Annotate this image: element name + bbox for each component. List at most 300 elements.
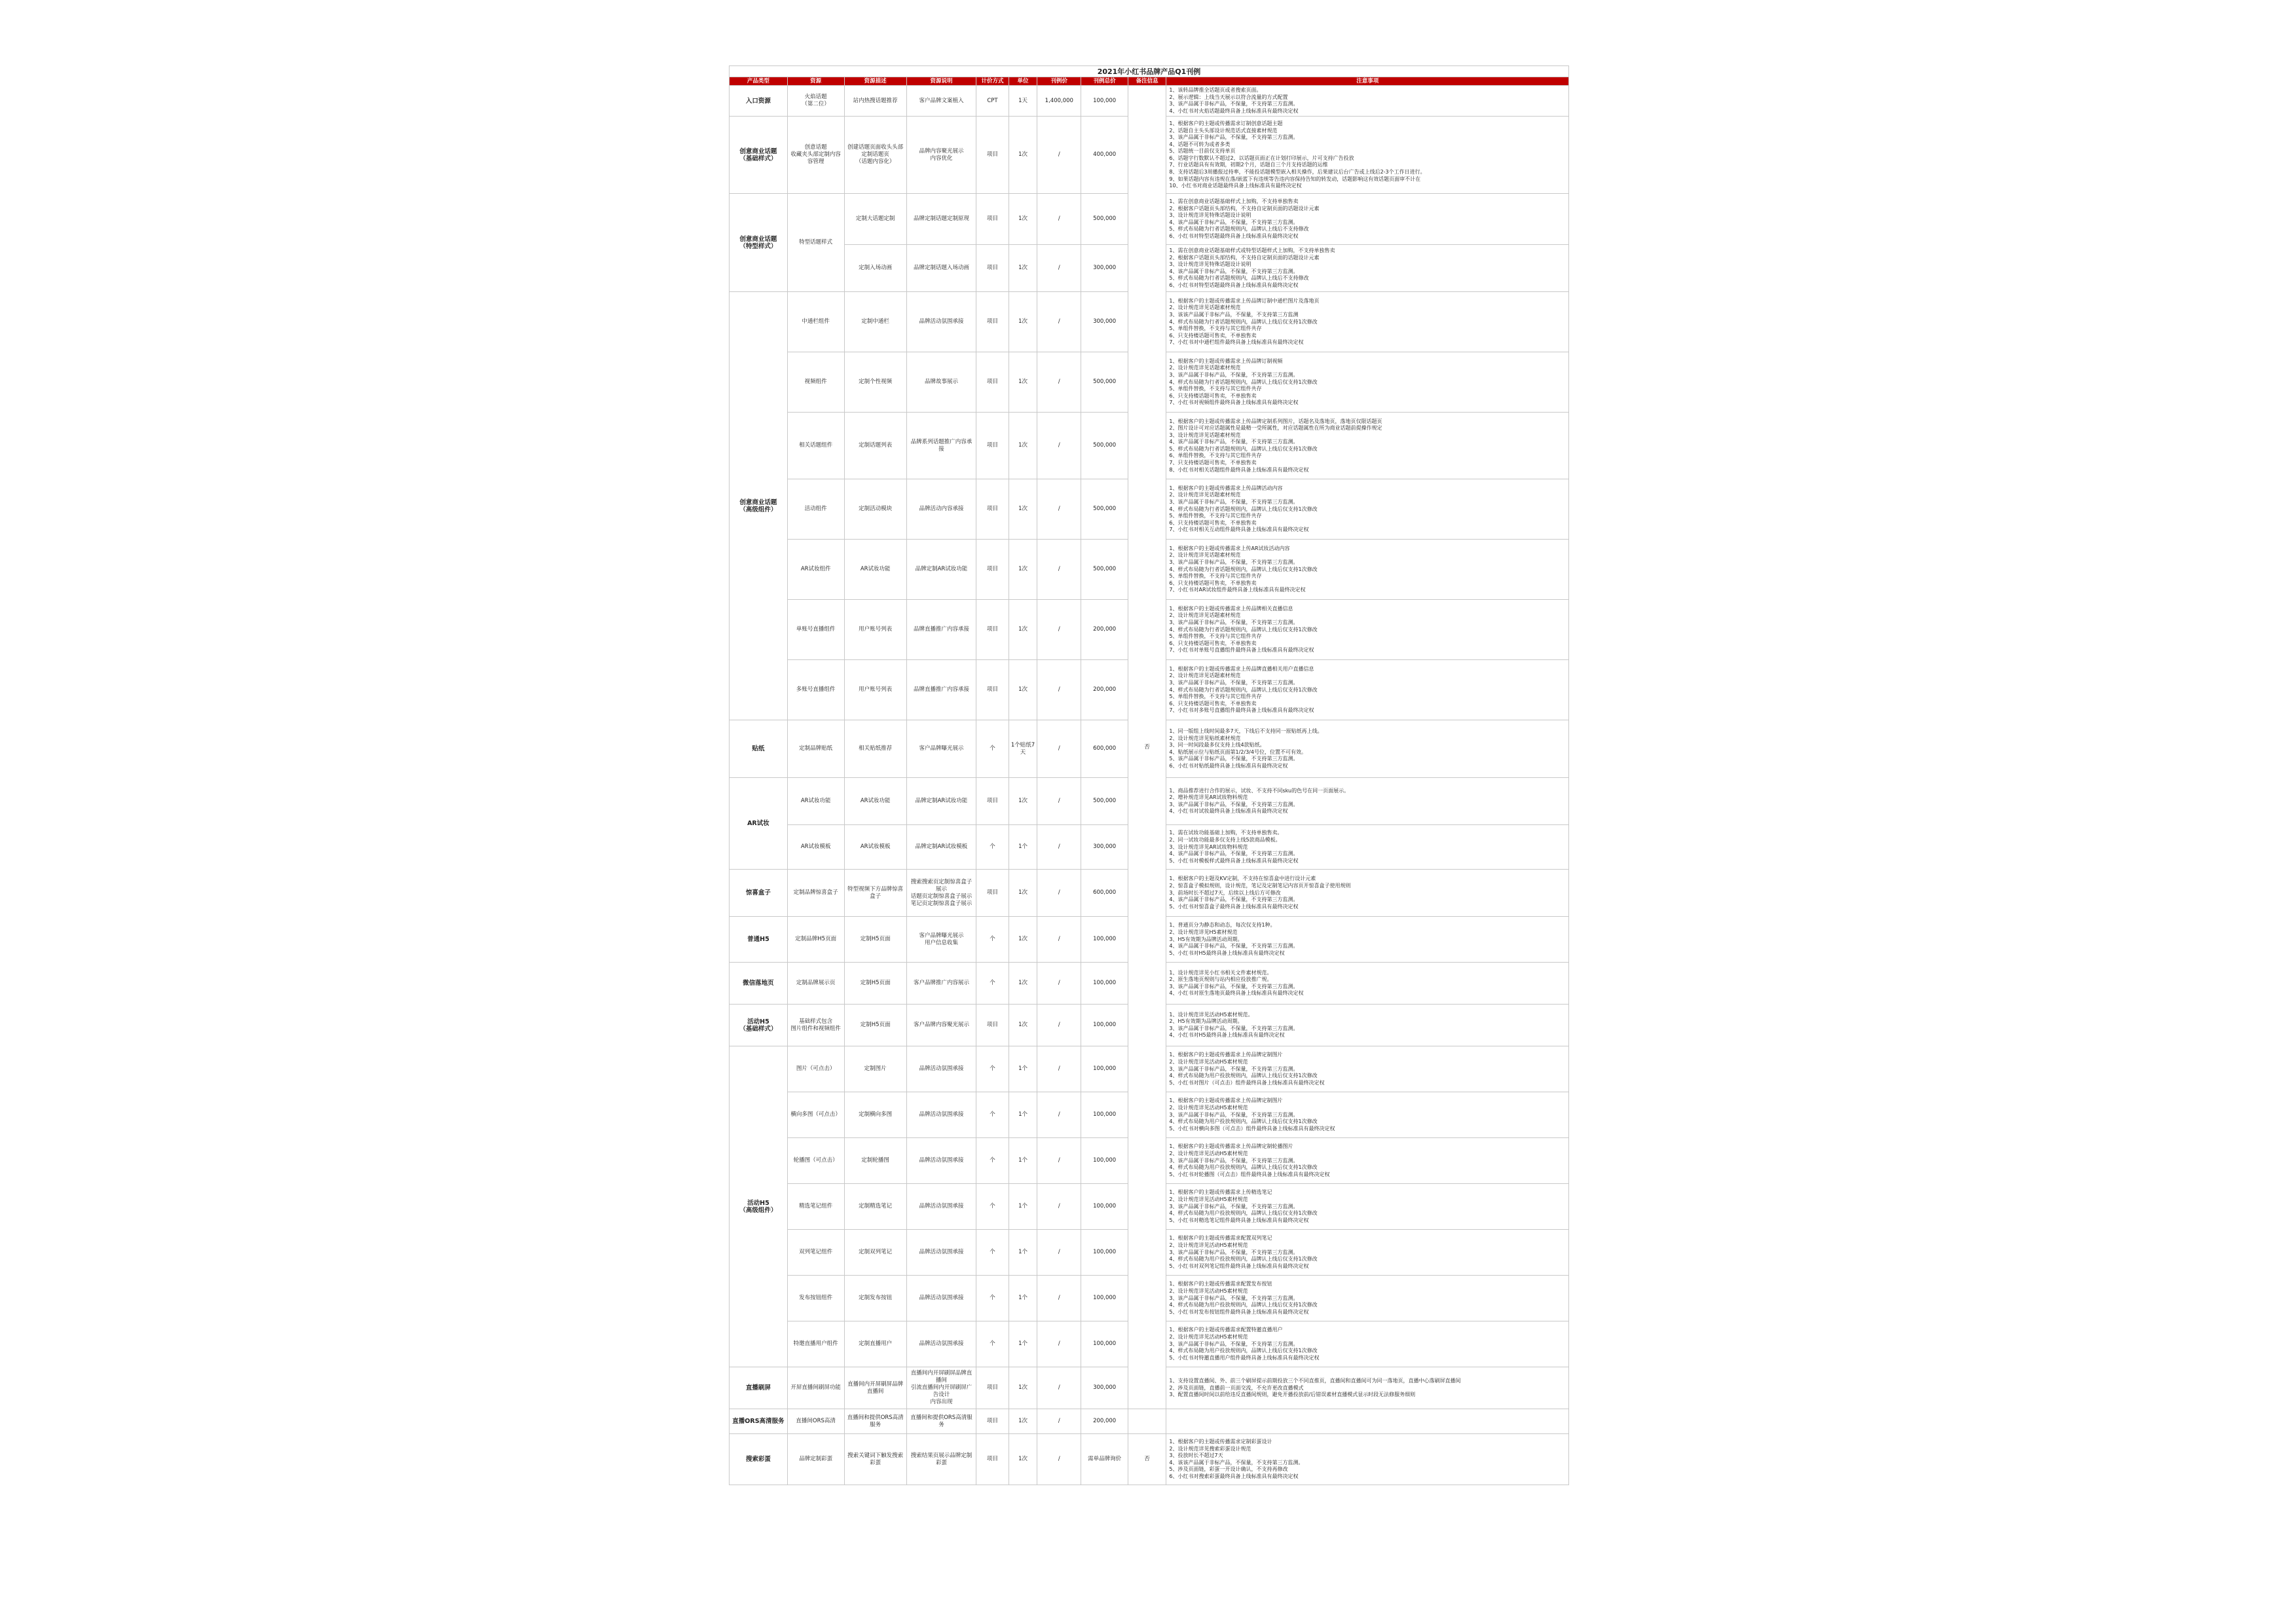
note-line: 1、根据客户的主题或传播需求上传品牌订制中通栏图片及落地页 [1169, 297, 1320, 304]
cell-unit: 1次 [1009, 917, 1037, 963]
cell-price: / [1037, 720, 1081, 778]
note-line: 1、根据客户的主题或传播需求配置特邀直播用户 [1169, 1327, 1283, 1333]
cell-resource: 品牌定制彩蛋 [787, 1434, 844, 1485]
note-line: 1、根据客户的主题或传播需求订制创意话题主题 [1169, 120, 1283, 126]
cell-resource: 创意话题 收藏夹头部定制内容 容管理 [787, 117, 844, 194]
cell-notes [1166, 117, 1569, 194]
cell-notes [1166, 660, 1569, 720]
cell-unit: 1个 [1009, 1138, 1037, 1184]
cell-resource: 相关话题组件 [787, 413, 844, 479]
cell-unit: 1次 [1009, 778, 1037, 825]
note-line: 4、样式布局随为用户投放规则内，品牌认上线后仅支持1次修改 [1169, 1164, 1318, 1171]
note-line: 3、该产品属于非标产品，不保量，不支持第三方监测。 [1169, 498, 1299, 505]
note-line: 7、小红书对视频组件最终具备上线标准具有最终决定权 [1169, 399, 1299, 406]
note-line: 4、样式布局随为行者话题规则内，品牌认上线后仅支持1次修改 [1169, 626, 1318, 633]
cell-desc: 定制入场动画 [844, 245, 906, 292]
cell-desc: 定制精选笔记 [844, 1184, 906, 1230]
cell-price: / [1037, 194, 1081, 245]
note-line: 2、设计规范详见活动H5素材规范 [1169, 1242, 1248, 1248]
cell-product-type: 普通H5 [730, 917, 788, 963]
note-line: 3、投放时长不超过7天 [1169, 1452, 1223, 1459]
cell-info: 品牌定制话题入场动画 [906, 245, 976, 292]
note-line: 5、小红书对模板样式最终具备上线标准具有最终决定权 [1169, 857, 1299, 864]
cell-notes [1166, 778, 1569, 825]
cell-resource: 轮播图（可点击） [787, 1138, 844, 1184]
cell-desc: 定制H5页面 [844, 917, 906, 963]
note-line: 6、只支持楼话题可售卖，不单独售卖 [1169, 640, 1257, 646]
cell-unit: 1次 [1009, 479, 1037, 540]
note-line: 3、设计规范详见特殊话题设计说明 [1169, 261, 1251, 268]
cell-pricing: 个 [976, 825, 1009, 870]
cell-info: 直播间和提供ORS高清服务 [906, 1409, 976, 1434]
cell-pricing: 个 [976, 1046, 1009, 1092]
cell-unit: 1个 [1009, 1046, 1037, 1092]
cell-info: 品牌直播推广内容承接 [906, 600, 976, 660]
note-line: 4、小红书对H5最终具备上线标准具有最终决定权 [1169, 1032, 1285, 1039]
note-line: 4、该该产品属于非标产品，不保量，不支持第三方监测。 [1169, 1459, 1304, 1466]
note-line: 6、只支持楼话题可售卖，不单独售卖 [1169, 392, 1257, 399]
cell-pricing: 项目 [976, 245, 1009, 292]
cell-total: 100,000 [1081, 1005, 1128, 1046]
note-line: 4、该产品属于非标产品，不保量，不支持第三方监测。 [1169, 896, 1299, 903]
header-cell: 资源描述 [844, 77, 906, 86]
table-row [730, 1434, 1569, 1485]
note-line: 1、支持设置直播间、外、前三个刷屏提示前期投放三个不同直推页，直播间和直播间可为同一落地页，直播中心落刷屏直播间 [1169, 1377, 1461, 1384]
note-line: 4、小红书对原生落地页最终具备上线标准具有最终决定权 [1169, 990, 1304, 997]
cell-notes [1166, 1230, 1569, 1276]
cell-product-type: AR试妆 [730, 778, 788, 870]
cell-pricing: CPT [976, 86, 1009, 117]
cell-resource: 视频组件 [787, 352, 844, 413]
note-line: 8、支持话题后3周播报过持率，不能投话题模型嵌入相关操作，后果建议后台广告或上线后2-3个工作日进行。 [1169, 169, 1426, 175]
note-line: 6、单组件替换，不支持与其它组件共存 [1169, 452, 1262, 459]
cell-desc: 定制直播用户 [844, 1321, 906, 1367]
cell-product-type: 直播ORS高清服务 [730, 1409, 788, 1434]
note-line: 3、该产品属于非标产品，不保量，不支持第三方监测。 [1169, 1295, 1299, 1301]
cell-desc: 定制H5页面 [844, 1005, 906, 1046]
cell-info: 品牌故事展示 [906, 352, 976, 413]
cell-notes [1166, 352, 1569, 413]
cell-pricing: 项目 [976, 479, 1009, 540]
cell-price: / [1037, 540, 1081, 600]
cell-resource: 火焰话题 （第二位） [787, 86, 844, 117]
cell-resource: 精选笔记组件 [787, 1184, 844, 1230]
note-line: 2、设计规范详见H5素材规范 [1169, 929, 1238, 935]
cell-notes [1166, 1138, 1569, 1184]
cell-unit: 1个 [1009, 1092, 1037, 1138]
cell-price: / [1037, 117, 1081, 194]
note-line: 4、该产品属于非标产品，不保量，不支持第三方监测。 [1169, 219, 1299, 225]
cell-total: 300,000 [1081, 292, 1128, 352]
cell-info: 客户品牌推广内容展示 [906, 963, 976, 1005]
cell-total: 100,000 [1081, 1276, 1128, 1321]
cell-resource: 活动组件 [787, 479, 844, 540]
cell-info: 品牌系列话题推广内容承接 [906, 413, 976, 479]
cell-price: / [1037, 600, 1081, 660]
cell-notes [1166, 1367, 1569, 1409]
note-line: 1、需在创意商业话题基础样式上加购，不支持单独售卖 [1169, 198, 1299, 205]
cell-product-type: 创意商业话题 （特型样式） [730, 194, 788, 292]
cell-product-type: 微信落地页 [730, 963, 788, 1005]
header-cell: 产品类型 [730, 77, 788, 86]
cell-desc: 定制轮播图 [844, 1138, 906, 1184]
cell-price: / [1037, 1409, 1081, 1434]
cell-unit: 1次 [1009, 600, 1037, 660]
cell-price: / [1037, 825, 1081, 870]
cell-unit: 1个 [1009, 825, 1037, 870]
cell-price: / [1037, 292, 1081, 352]
header-cell: 资源说明 [906, 77, 976, 86]
cell-info: 搜索结果页展示品牌定制彩蛋 [906, 1434, 976, 1485]
cell-pricing: 项目 [976, 1367, 1009, 1409]
cell-desc: 搜索关键词下触发搜索彩蛋 [844, 1434, 906, 1485]
cell-resource: AR试妆组件 [787, 540, 844, 600]
cell-resource: 基础样式包含 图片组件和视频组件 [787, 1005, 844, 1046]
cell-info: 客户品牌曝光展示 用户信息收集 [906, 917, 976, 963]
cell-total: 100,000 [1081, 1046, 1128, 1092]
cell-info: 品牌活动氛围承接 [906, 1138, 976, 1184]
cell-resource: 多账号直播组件 [787, 660, 844, 720]
cell-price: / [1037, 917, 1081, 963]
note-line: 1、根据客户的主题或传播需求上传品牌订制视频 [1169, 358, 1283, 364]
cell-product-type: 创意商业话题 （基础样式） [730, 117, 788, 194]
cell-notes [1166, 1434, 1569, 1485]
cell-pricing: 个 [976, 1138, 1009, 1184]
cell-total: 100,000 [1081, 1184, 1128, 1230]
note-line: 7、只支持楼话题可售卖，不单独售卖 [1169, 460, 1257, 466]
note-line: 3、该产品属于非标产品，不保量，不支持第三方监测。 [1169, 1025, 1299, 1031]
note-line: 6、小红书对特型话题最终具备上线标准具有最终决定权 [1169, 233, 1299, 240]
cell-price: / [1037, 479, 1081, 540]
cell-desc: 定制横向多图 [844, 1092, 906, 1138]
note-line: 3、设计规范详见AR试妆物料规范 [1169, 843, 1248, 850]
cell-resource: 图片（可点击） [787, 1046, 844, 1092]
note-line: 2、设计规范详见活动H5素材规范 [1169, 1287, 1248, 1294]
note-line: 7、小红书对单账号直播组件最终具备上线标准具有最终决定权 [1169, 647, 1314, 654]
note-line: 1、根据客户的主题或传播需求上传品牌定制轮播图片 [1169, 1143, 1293, 1150]
note-line: 1、根据客户的主题或传播需求定制彩蛋设计 [1169, 1439, 1272, 1445]
cell-total: 100,000 [1081, 917, 1128, 963]
note-line: 2、设计规范详见话题素材规范 [1169, 552, 1241, 559]
cell-price: / [1037, 1434, 1081, 1485]
note-line: 1、根据客户的主题及KV定制，不支持在惊喜盒中进行设计元素 [1169, 876, 1316, 882]
note-line: 1、普通页分为静态和动态，每次仅支持1种。 [1169, 922, 1276, 929]
note-line: 1、根据客户的主题或传播需求上传品牌直播相关用户直播信息 [1169, 665, 1314, 672]
cell-desc: 用户账号列表 [844, 600, 906, 660]
cell-price: / [1037, 413, 1081, 479]
cell-unit: 1次 [1009, 870, 1037, 917]
cell-pricing: 项目 [976, 1409, 1009, 1434]
cell-pricing: 个 [976, 1184, 1009, 1230]
note-line: 3、该产品属于非标产品，不保量，不支持第三方监测。 [1169, 371, 1299, 378]
cell-total: 500,000 [1081, 352, 1128, 413]
note-line: 5、小红书对图片（可点击）组件最终具备上线标准具有最终决定权 [1169, 1079, 1325, 1086]
note-line: 2、根据客户话题页头部结构，不支持自定制页面的话题设计元素 [1169, 205, 1320, 212]
note-line: 3、前场时长不超过7天，后续以上线后方可修改 [1169, 889, 1281, 896]
note-line: 3、设计规范详见话题素材规范 [1169, 432, 1241, 438]
cell-desc: 定制话题列表 [844, 413, 906, 479]
note-line: 1、根据客户的主题或传播需求上传品牌相关直播信息 [1169, 605, 1293, 612]
note-line: 3、配置直播间时间以前给违反直播间规则，避免开播投放前/后错误素材直播模式显示时段无法修服务细则 [1169, 1392, 1416, 1398]
note-line: 3、同一时间段最多仅支持上线4款贴纸。 [1169, 742, 1265, 748]
cell-total: 100,000 [1081, 963, 1128, 1005]
note-line: 5、涉及页面链，彩蛋一开设计确认，不支持再修改 [1169, 1466, 1288, 1473]
note-line: 5、样式布局随为行者话题规则内，品牌认上线后不支持修改 [1169, 226, 1309, 232]
note-line: 3、该产品属于非标产品，不保量，不支持第三方监测。 [1169, 1340, 1299, 1347]
cell-price: / [1037, 1367, 1081, 1409]
cell-unit: 1次 [1009, 1434, 1037, 1485]
note-line: 3、H5有效期为品牌活动周期。 [1169, 936, 1243, 942]
cell-pricing: 个 [976, 720, 1009, 778]
cell-notes [1166, 413, 1569, 479]
note-line: 1、根据客户的主题或传播需求上传品牌定制系列图片，话题名及落地页，落地页仅限话题页 [1169, 418, 1382, 424]
cell-unit: 1次 [1009, 352, 1037, 413]
cell-notes [1166, 1184, 1569, 1230]
cell-unit: 1次 [1009, 540, 1037, 600]
note-line: 2、设计规范详见话题素材规范 [1169, 612, 1241, 619]
note-line: 8、小红书对相关话题组件最终具备上线标准具有最终决定权 [1169, 466, 1309, 473]
cell-price: / [1037, 1092, 1081, 1138]
cell-info: 品牌活动氛围承接 [906, 1184, 976, 1230]
cell-price: / [1037, 963, 1081, 1005]
note-line: 4、样式布局随为用户投放规则内，品牌认上线后仅支持1次修改 [1169, 1073, 1318, 1079]
cell-total: 300,000 [1081, 245, 1128, 292]
cell-desc: 相关贴纸推荐 [844, 720, 906, 778]
cell-pricing: 个 [976, 1321, 1009, 1367]
cell-price: / [1037, 1005, 1081, 1046]
note-line: 1、根据客户的主题或传播需求上传品牌定制图片 [1169, 1052, 1283, 1058]
note-line: 5、小红书对特邀直播用户组件最终具备上线标准具有最终决定权 [1169, 1354, 1320, 1361]
cell-pricing: 个 [976, 963, 1009, 1005]
cell-notes [1166, 245, 1569, 292]
note-line: 5、小红书对发布按钮组件最终具备上线标准具有最终决定权 [1169, 1308, 1309, 1315]
cell-info: 品牌直播推广内容承接 [906, 660, 976, 720]
cell-price: / [1037, 1321, 1081, 1367]
note-line: 6、小红书对贴纸最终具备上线标准具有最终决定权 [1169, 763, 1288, 769]
cell-desc: 直播间内开屏刷屏品牌直播间 [844, 1367, 906, 1409]
note-line: 1、根据客户的主题或传播需求上传AR试妆活动内容 [1169, 545, 1290, 551]
note-line: 1、同一版组上线时间最多7天，下线后不支持同一原贴纸再上线。 [1169, 728, 1323, 735]
note-line: 3、该产品属于非标产品，不保量，不支持第三方监测。 [1169, 134, 1299, 141]
cell-notes [1166, 720, 1569, 778]
cell-notes [1166, 917, 1569, 963]
cell-resource: 双列笔记组件 [787, 1230, 844, 1276]
cell-resource: 特型话题样式 [787, 194, 844, 292]
cell-price: / [1037, 660, 1081, 720]
rate-card-table [729, 65, 1569, 1485]
cell-unit: 1次 [1009, 245, 1037, 292]
note-line: 5、单组件替换，不支持与其它组件共存 [1169, 513, 1262, 519]
note-line: 2、设计规范详见话题素材规范 [1169, 492, 1241, 498]
cell-desc: 定制双列笔记 [844, 1230, 906, 1276]
cell-desc: AR试妆功能 [844, 778, 906, 825]
note-line: 5、样式布局随为行者话题规则内，品牌认上线后不支持修改 [1169, 275, 1309, 282]
note-line: 5、小红书对轮播图（可点击）组件最终具备上线标准具有最终决定权 [1169, 1171, 1330, 1177]
cell-resource: 开屏直播间刷屏功能 [787, 1367, 844, 1409]
cell-info: 品牌活动氛围承接 [906, 1276, 976, 1321]
cell-product-type: 贴纸 [730, 720, 788, 778]
note-line: 1、需在试妆功能基础上加购，不支持单独售卖。 [1169, 830, 1283, 836]
note-line: 4、该产品属于非标产品，不保量，不支持第三方监测。 [1169, 439, 1299, 445]
cell-info: 品牌活动氛围承接 [906, 1092, 976, 1138]
cell-pricing: 项目 [976, 1005, 1009, 1046]
note-line: 4、小红书对试妆最终具备上线标准具有最终决定权 [1169, 808, 1288, 815]
note-line: 1、根据客户的主题或传播需求上传品牌活动内容 [1169, 485, 1283, 491]
note-line: 2、设计规范详见活动H5素材规范 [1169, 1196, 1248, 1202]
note-line: 5、小红书对横向多图（可点击）组件最终具备上线标准具有最终决定权 [1169, 1125, 1335, 1132]
cell-price: / [1037, 870, 1081, 917]
note-line: 3、该产品属于非标产品，不保量，不支持第三方监测。 [1169, 559, 1299, 565]
cell-remark: 否 [1128, 1434, 1166, 1485]
cell-unit: 1次 [1009, 963, 1037, 1005]
cell-unit: 1个 [1009, 1321, 1037, 1367]
cell-total: 需单品牌询价 [1081, 1434, 1128, 1485]
note-line: 4、样式布局随为行者话题规则内，品牌认上线后仅支持1次修改 [1169, 686, 1318, 693]
note-line: 6、只支持楼话题可售卖，不单独售卖 [1169, 700, 1257, 707]
cell-resource: 定制品牌展示页 [787, 963, 844, 1005]
cell-notes [1166, 540, 1569, 600]
note-line: 2、话题自主头头部设计规范话式直接素材规范 [1169, 127, 1278, 134]
cell-desc: 特型视频下方品牌惊喜盒子 [844, 870, 906, 917]
note-line: 2、H5有效期为品牌活动周期。 [1169, 1018, 1243, 1025]
cell-pricing: 项目 [976, 1434, 1009, 1485]
cell-desc: AR试妆模板 [844, 825, 906, 870]
cell-pricing: 项目 [976, 540, 1009, 600]
cell-price: / [1037, 352, 1081, 413]
note-line: 3、该产品属于非标产品，不保量，不支持第三方监测。 [1169, 1065, 1299, 1072]
cell-info: 品牌活动氛围承接 [906, 1046, 976, 1092]
note-line: 5、小红书对精选笔记组件最终具备上线标准具有最终决定权 [1169, 1217, 1309, 1223]
cell-unit: 1次 [1009, 1367, 1037, 1409]
note-line: 6、只支持楼话题可售卖，不单独售卖 [1169, 580, 1257, 586]
note-line: 2、图片设计可对应话题属性是最精一受所属性，对应话题属性在所为商业话题前提操作规定 [1169, 425, 1382, 432]
cell-total: 500,000 [1081, 479, 1128, 540]
note-line: 1、根据客户的主题或传播需求配置双列笔记 [1169, 1235, 1272, 1242]
cell-resource: 发布按钮组件 [787, 1276, 844, 1321]
note-line: 3、该产品属于非标产品，不保量，不支持第三方监测。 [1169, 1157, 1299, 1164]
cell-notes [1166, 870, 1569, 917]
cell-pricing: 项目 [976, 413, 1009, 479]
note-line: 4、样式布局随为用户投放规则内，品牌认上线后仅支持1次修改 [1169, 1256, 1318, 1263]
note-line: 2、设计规范详见活动H5素材规范 [1169, 1333, 1248, 1340]
cell-resource: 定制品牌贴纸 [787, 720, 844, 778]
note-line: 3、该产品属于非标产品，不保量，不支持第三方监测。 [1169, 101, 1299, 107]
cell-resource: 横向多图（可点击） [787, 1092, 844, 1138]
cell-info: 直播间内开屏刷屏品牌直播间 引流直播间内开屏刷屏广告设计 内容出现 [906, 1367, 976, 1409]
cell-info: 品牌活动氛围承接 [906, 1230, 976, 1276]
note-line: 5、该产品属于非标产品，不保量，不支持第三方监测。 [1169, 756, 1299, 762]
table-row [730, 1409, 1569, 1434]
note-line: 5、单组件替换，不支持与其它组件共存 [1169, 386, 1262, 392]
rate-card-sheet [729, 65, 1569, 1485]
header-cell: 刊例总价 [1081, 77, 1128, 86]
cell-pricing: 项目 [976, 194, 1009, 245]
note-line: 5、单组件替换，不支持与其它组件共存 [1169, 573, 1262, 580]
cell-pricing: 项目 [976, 600, 1009, 660]
cell-total: 600,000 [1081, 870, 1128, 917]
note-line: 1、根据客户的主题或传播需求上传品牌定制图片 [1169, 1098, 1283, 1104]
table-body [730, 86, 1569, 1485]
cell-resource: 中通栏组件 [787, 292, 844, 352]
note-line: 2、根据客户话题页头部结构，不支持自定制页面的话题设计元素 [1169, 254, 1320, 261]
cell-pricing: 个 [976, 1230, 1009, 1276]
note-line: 4、样式布局随为用户投放规则内，品牌认上线后仅支持1次修改 [1169, 1118, 1318, 1125]
note-line: 2、设计规范详见话题素材规范 [1169, 673, 1241, 679]
note-line: 2、设计规范详见活动H5素材规范 [1169, 1058, 1248, 1065]
cell-info: 品牌活动氛围承接 [906, 292, 976, 352]
header-cell: 刊例价 [1037, 77, 1081, 86]
cell-unit: 1次 [1009, 413, 1037, 479]
cell-pricing: 个 [976, 917, 1009, 963]
cell-total: 100,000 [1081, 1321, 1128, 1367]
note-line: 5、单组件替换，不支持与其它组件共存 [1169, 693, 1262, 700]
cell-total: 300,000 [1081, 825, 1128, 870]
note-line: 1、需在创意商业话题基础样式或特型话题样式上加购，不支持单独售卖 [1169, 248, 1335, 254]
cell-pricing: 项目 [976, 352, 1009, 413]
note-line: 1、根据客户的主题或传播需求上传精选笔记 [1169, 1189, 1272, 1196]
note-line: 4、样式布局随为行者话题规则内，品牌认上线后仅支持1次修改 [1169, 566, 1318, 572]
cell-notes [1166, 600, 1569, 660]
cell-info: 品牌活动氛围承接 [906, 1321, 976, 1367]
cell-product-type: 搜索彩蛋 [730, 1434, 788, 1485]
note-line: 2、设计规范详见活动H5素材规范 [1169, 1150, 1248, 1156]
header-cell: 备注信息 [1128, 77, 1166, 86]
note-line: 4、贴纸展示位与贴纸页面第1/2/3/4号位，位置不可有效。 [1169, 748, 1306, 755]
note-line: 5、小红书对惊喜盒子最终具备上线标准具有最终决定权 [1169, 903, 1299, 910]
note-line: 3、该产品属于非标产品，不保量，不支持第三方监测。 [1169, 1111, 1299, 1118]
cell-resource: 直播间ORS高清 [787, 1409, 844, 1434]
cell-info: 客户品牌文案植入 [906, 86, 976, 117]
cell-desc: 定制图片 [844, 1046, 906, 1092]
cell-pricing: 项目 [976, 870, 1009, 917]
cell-pricing: 个 [976, 1276, 1009, 1321]
header-cell: 计价方式 [976, 77, 1009, 86]
cell-notes [1166, 1276, 1569, 1321]
note-line: 6、话题字行数默认不超过2，以话题页面正在计划打印展示，片可支持广告投放 [1169, 155, 1354, 161]
cell-total: 500,000 [1081, 194, 1128, 245]
cell-desc: 定制H5页面 [844, 963, 906, 1005]
note-line: 10、小红书对商业话题最终具备上线标准具有最终决定权 [1169, 183, 1302, 189]
cell-notes [1166, 479, 1569, 540]
cell-price: / [1037, 245, 1081, 292]
cell-desc: 站内热搜话题推荐 [844, 86, 906, 117]
cell-total: 500,000 [1081, 778, 1128, 825]
cell-product-type: 直播刷屏 [730, 1367, 788, 1409]
cell-price: / [1037, 1184, 1081, 1230]
cell-info: 品牌定制AR试妆功能 [906, 540, 976, 600]
cell-pricing: 项目 [976, 117, 1009, 194]
cell-unit: 1次 [1009, 117, 1037, 194]
cell-remark [1128, 1409, 1166, 1434]
cell-pricing: 项目 [976, 660, 1009, 720]
cell-product-type: 创意商业话题 （高级组件） [730, 292, 788, 720]
cell-total: 100,000 [1081, 1092, 1128, 1138]
cell-desc: 直播间和提供ORS高清服务 [844, 1409, 906, 1434]
note-line: 5、小红书对双列笔记组件最终具备上线标准具有最终决定权 [1169, 1263, 1309, 1269]
cell-notes [1166, 825, 1569, 870]
note-line: 5、小红书对H5最终具备上线标准具有最终决定权 [1169, 950, 1285, 956]
note-line: 1、商品推荐进行合作的展示，试妆、不支持不同sku的色号在同一页面展示。 [1169, 787, 1350, 794]
note-line: 1、设计规范详见活动H5素材规范。 [1169, 1011, 1253, 1018]
note-line: 4、该产品属于非标产品，不保量，不支持第三方监测。 [1169, 851, 1299, 857]
note-line: 3、该产品属于非标产品，不保量，不支持第三方监测。 [1169, 1249, 1299, 1255]
cell-price: 1,400,000 [1037, 86, 1081, 117]
cell-pricing: 项目 [976, 778, 1009, 825]
cell-notes [1166, 292, 1569, 352]
cell-price: / [1037, 1138, 1081, 1184]
cell-total: 600,000 [1081, 720, 1128, 778]
note-line: 1、该转品牌推全话题页或者搜索页面。 [1169, 87, 1262, 93]
